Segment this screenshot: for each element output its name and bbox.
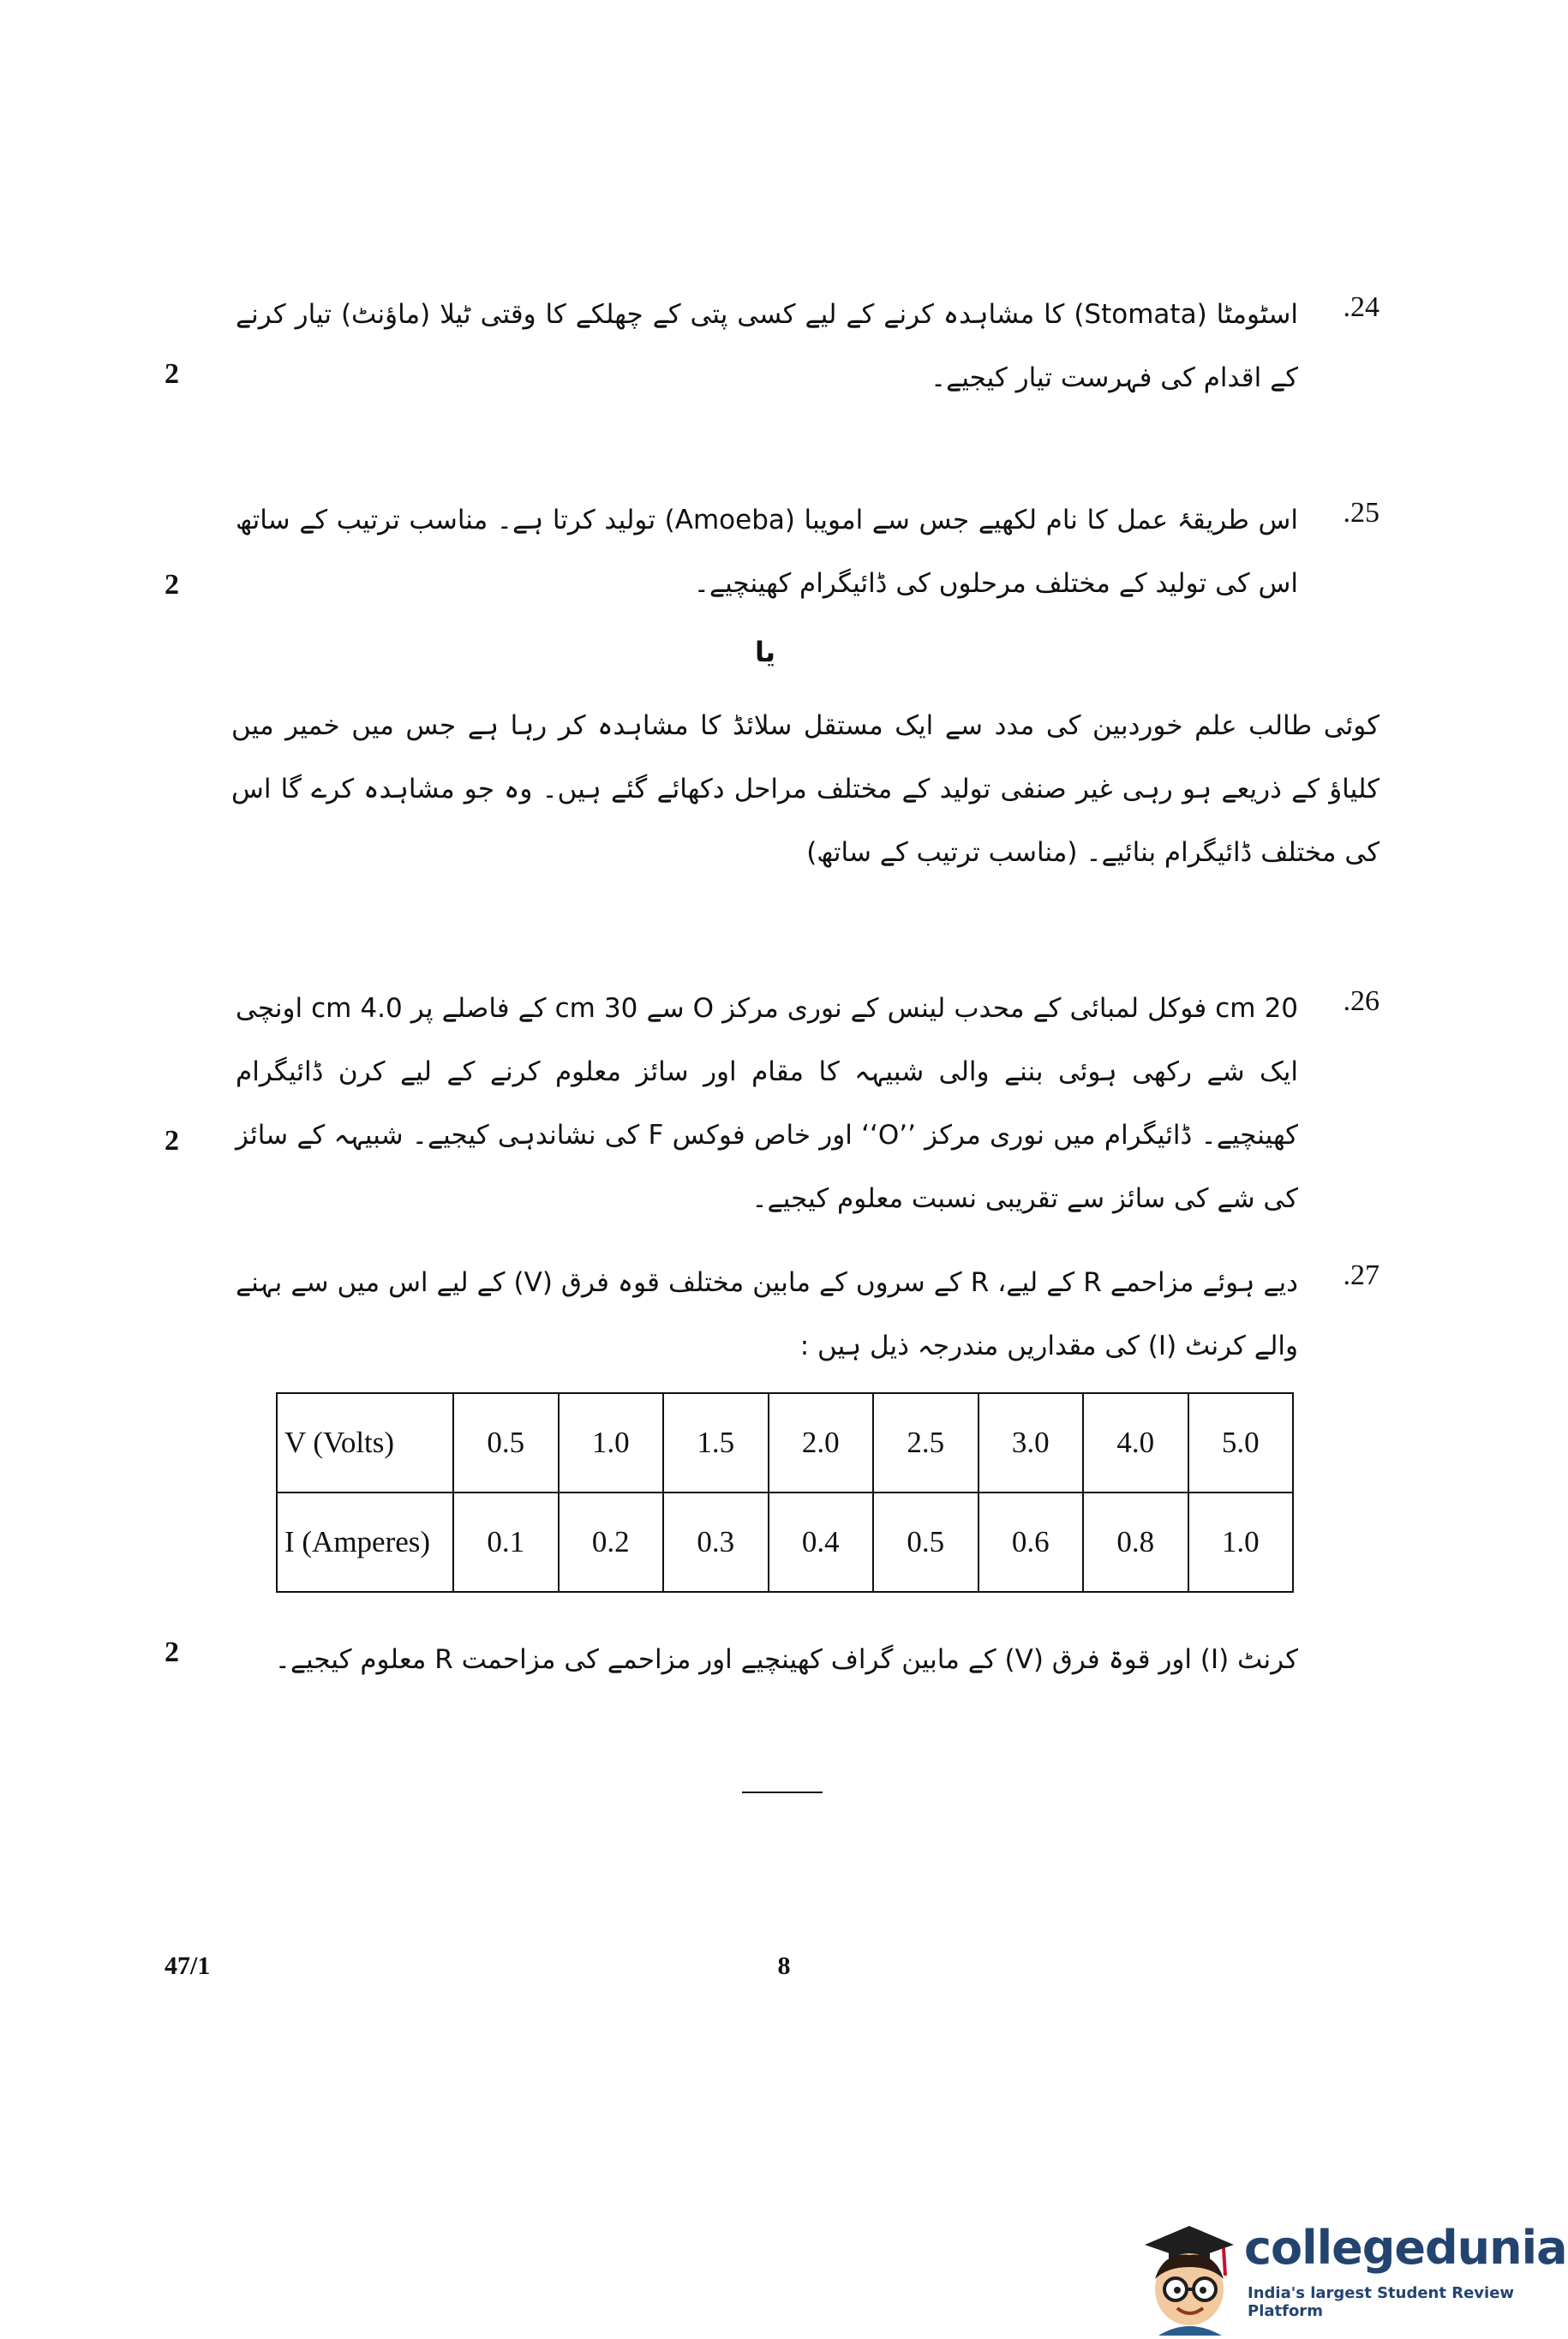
logo-name: collegedunia bbox=[1244, 2221, 1567, 2275]
question-number: .25 bbox=[1343, 497, 1379, 529]
marks-q27: 2 bbox=[165, 1636, 179, 1668]
table-cell: 0.5 bbox=[453, 1393, 559, 1493]
question-27 bbox=[231, 1251, 1379, 1379]
question-text: دیے ہوئے مزاحمے R کے لیے، R کے سروں کے مابین مختلف قوہ فرق (V) کے لیے اس میں سے بہنے والے کرنٹ (I) کی مقداریں مندرجہ ذیل ہیں : bbox=[236, 1267, 1298, 1361]
alternative-text: کوئی طالب علم خوردبین کی مدد سے ایک مستقل سلائڈ کا مشاہدہ کر رہا ہے جس میں خمیر میں کلیاؤ کے ذریعے ہو رہی غیر صنفی تولید کے مختلف مراحل دکھائے گئے ہیں۔ وہ جو مشاہدہ کرے گا اس کی مختلف ڈائیگرام بنائیے۔ (مناسب ترتیب کے ساتھ) bbox=[231, 710, 1379, 868]
table-row bbox=[277, 1393, 1293, 1493]
question-number: .24 bbox=[1343, 291, 1379, 323]
question-27-followup bbox=[231, 1628, 1379, 1696]
question-text: اس طریقۂ عمل کا نام لکھیے جس سے امویبا (Amoeba) تولید کرتا ہے۔ مناسب ترتیب کے ساتھ اس کی تولید کے مختلف مرحلوں کی ڈائیگرام کھینچیے۔ bbox=[236, 505, 1298, 599]
table-cell: 2.5 bbox=[873, 1393, 979, 1493]
question-25-alternative bbox=[231, 694, 1379, 917]
table-cell: 5.0 bbox=[1188, 1393, 1294, 1493]
table-cell: 1.5 bbox=[663, 1393, 769, 1493]
table-cell: 0.8 bbox=[1083, 1493, 1188, 1592]
table-row-label: I (Amperes) bbox=[277, 1493, 453, 1592]
question-number: .26 bbox=[1343, 985, 1379, 1017]
followup-text: کرنٹ (I) اور قوۃ فرق (V) کے مابین گراف کھینچیے اور مزاحمے کی مزاحمت R معلوم کیجیے۔ bbox=[274, 1644, 1298, 1675]
table-cell: 0.5 bbox=[873, 1493, 979, 1592]
marks-q26: 2 bbox=[165, 1125, 179, 1157]
table-cell: 0.6 bbox=[979, 1493, 1084, 1592]
question-text: 20 cm فوکل لمبائی کے محدب لینس کے نوری مرکز O سے 30 cm کے فاصلے پر 4.0 cm اونچی ایک شے رکھی ہوئی بننے والی شبیہہ کا مقام اور سائز معلوم کرنے کے لیے کرن ڈائیگرام کھینچیے۔ ڈائیگرام میں نوری مرکز ’’O‘‘ اور خاص فوکس F کی نشاندہی کیجیے۔ شبیہہ کے سائز کی شے کی سائز سے تقریبی نسبت معلوم کیجیے۔ bbox=[236, 993, 1299, 1214]
marks-q25: 2 bbox=[165, 569, 179, 601]
question-number: .27 bbox=[1343, 1259, 1379, 1291]
table-cell: 1.0 bbox=[559, 1393, 664, 1493]
marks-q24: 2 bbox=[165, 358, 179, 390]
table-cell: 4.0 bbox=[1083, 1393, 1188, 1493]
or-label: یا bbox=[754, 636, 776, 668]
question-25 bbox=[231, 488, 1379, 617]
table-cell: 2.0 bbox=[769, 1393, 874, 1493]
table-cell: 0.4 bbox=[769, 1493, 874, 1592]
collegedunia-logo bbox=[1129, 2210, 1567, 2336]
table-cell: 3.0 bbox=[979, 1393, 1084, 1493]
question-text: اسٹومٹا (Stomata) کا مشاہدہ کرنے کے لیے کسی پتی کے چھلکے کا وقتی ٹیلا (ماؤنٹ) تیار کرنے کے اقدام کی فہرست تیار کیجیے۔ bbox=[236, 299, 1298, 393]
question-26 bbox=[231, 977, 1379, 1214]
section-divider bbox=[742, 1792, 823, 1793]
table-row-label: V (Volts) bbox=[277, 1393, 453, 1493]
mascot-icon bbox=[1129, 2210, 1241, 2336]
table-cell: 0.1 bbox=[453, 1493, 559, 1592]
table-cell: 1.0 bbox=[1188, 1493, 1294, 1592]
page-number: 8 bbox=[777, 1952, 791, 1980]
table-cell: 0.3 bbox=[663, 1493, 769, 1592]
question-24 bbox=[231, 283, 1379, 411]
logo-tagline: India's largest Student Review Platform bbox=[1248, 2284, 1515, 2320]
table-cell: 0.2 bbox=[559, 1493, 664, 1592]
table-row bbox=[277, 1493, 1293, 1592]
paper-code: 47/1 bbox=[165, 1952, 211, 1980]
voltage-current-table bbox=[276, 1392, 1294, 1593]
